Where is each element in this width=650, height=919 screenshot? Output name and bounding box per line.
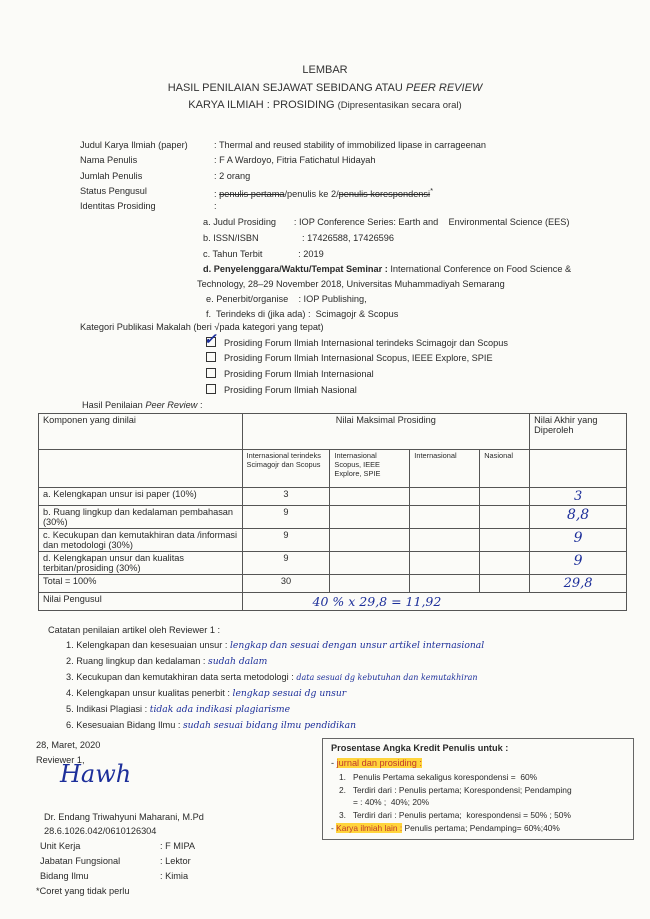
check-icon: ✓ <box>204 330 217 348</box>
catatan-comment: sudah dalam <box>208 656 268 667</box>
review-heading <box>82 400 203 410</box>
catatan-comment: lengkap sesuai dg unsur <box>232 688 347 699</box>
total-row <box>39 575 627 593</box>
catatan-item <box>66 640 484 651</box>
catatan-label: 1. Kelengkapan dan kesesuaian unsur : <box>66 640 228 650</box>
doc-type-note: (Dipresentasikan secara oral) <box>337 100 462 111</box>
jabatan-value: : Lektor <box>160 856 191 866</box>
credit-jurnal-label: jurnal dan prosiding : <box>336 758 422 768</box>
doc-subtitle <box>0 82 650 94</box>
jumlah-label: Jumlah Penulis <box>80 171 143 181</box>
sub-intl: Internasional <box>410 450 480 488</box>
sub-nasional: Nasional <box>480 450 530 488</box>
status-value <box>214 186 433 199</box>
catatan-label: 3. Kecukupan dan kemutakhiran data serta metodologi : <box>66 672 294 682</box>
prosiding-penerbit: e. Penerbit/organise : IOP Publishing, <box>206 294 367 304</box>
subtitle-text: HASIL PENILAIAN SEJAWAT SEBIDANG ATAU <box>167 82 406 94</box>
pengusul-label: Nilai Pengusul <box>39 593 243 611</box>
credit-box <box>322 738 634 840</box>
catatan-label: 2. Ruang lingkup dan kedalaman : <box>66 656 206 666</box>
row-final: 3 <box>530 488 627 506</box>
kategori-option-label: Prosiding Forum Ilmiah Internasional <box>224 369 374 379</box>
credit-item: 2. Terdiri dari : Penulis pertama; Korespondensi; Pendamping <box>339 785 572 795</box>
checkbox[interactable] <box>206 352 216 362</box>
sub-intl-indexed: Internasional terindeks Scimagojr dan Scopus <box>242 450 330 488</box>
status-struck-first: penulis pertama <box>219 189 285 200</box>
identitas-label: Identitas Prosiding <box>80 201 156 211</box>
row-label: c. Kecukupan dan kemutakhiran data /informasi dan metodologi (30%) <box>39 529 243 552</box>
doc-type <box>0 99 650 111</box>
catatan-comment: lengkap dan sesuai dengan unsur artikel internasional <box>229 640 485 651</box>
status-selected: /penulis ke 2/ <box>284 189 339 200</box>
kategori-option-1[interactable] <box>204 330 508 348</box>
doc-type-text: KARYA ILMIAH : PROSIDING <box>188 99 338 111</box>
row-label: d. Kelengkapan unsur dan kualitas terbitan/prosiding (30%) <box>39 552 243 575</box>
status-star: * <box>430 186 434 195</box>
credit-item: 1. Penulis Pertama sekaligus korespondensi = 60% <box>339 772 538 782</box>
kategori-option-label: Prosiding Forum Ilmiah Internasional terindeks Scimagojr dan Scopus <box>224 338 508 348</box>
prosiding-penyelenggara <box>203 264 571 274</box>
pengusul-row <box>39 593 627 611</box>
catatan-item <box>66 704 290 715</box>
row-max: 9 <box>242 552 330 575</box>
prosiding-terindeks: f. Terindeks di (jika ada) : Scimagojr & Scopus <box>206 309 399 319</box>
judul-label: Judul Karya Ilmiah (paper) <box>80 140 188 150</box>
kategori-option-label: Prosiding Forum Ilmiah Internasional Scopus, IEEE Explore, SPIE <box>224 353 493 363</box>
reviewer-nip: 28.6.1026.042/0610126304 <box>44 826 157 836</box>
identitas-colon: : <box>214 201 217 211</box>
catatan-label: 4. Kelengkapan unsur kualitas penerbit : <box>66 688 230 698</box>
penulis-label: Nama Penulis <box>80 155 138 165</box>
row-final: 9 <box>530 529 627 552</box>
prosiding-penyelenggara-cont: Technology, 28–29 November 2018, Universitas Muhammadiyah Semarang <box>197 279 505 289</box>
table-row <box>39 552 627 575</box>
reviewer-name: Dr. Endang Triwahyuni Maharani, M.Pd <box>44 812 204 822</box>
catatan-comment: sudah sesuai bidang ilmu pendidikan <box>182 720 357 731</box>
review-date: 28, Maret, 2020 <box>36 740 101 750</box>
penyelenggara-value: International Conference on Food Science & <box>390 264 572 274</box>
catatan-comment: data sesuai dg kebutuhan dan kemutakhiran <box>296 673 478 682</box>
credit-karya-rest: Penulis pertama; Pendamping= 60%;40% <box>402 823 560 833</box>
credit-karya-label: Karya ilmiah lain : <box>336 823 403 833</box>
review-heading-b: Peer Review <box>145 400 198 410</box>
row-final: 9 <box>530 552 627 575</box>
col-komponen: Komponen yang dinilai <box>39 414 243 450</box>
catatan-label: 6. Kesesuaian Bidang Ilmu : <box>66 720 181 730</box>
catatan-label: 5. Indikasi Plagiasi : <box>66 704 148 714</box>
review-heading-a: Hasil Penilaian <box>82 400 146 410</box>
bidang-value: : Kimia <box>160 871 189 881</box>
prosiding-issn: b. ISSN/ISBN : 17426588, 17426596 <box>203 233 395 243</box>
col-nilai-maks: Nilai Maksimal Prosiding <box>242 414 530 450</box>
reviewer-signature: Hawh <box>60 760 132 788</box>
kategori-option-3[interactable] <box>206 368 374 379</box>
catatan-item <box>66 688 346 699</box>
prosiding-judul: a. Judul Prosiding : IOP Conference Series: Earth and Environmental Science (EES) <box>203 217 570 227</box>
credit-karya: - Karya ilmiah lain : Penulis pertama; Pendamping= 60%;40% <box>331 823 560 833</box>
penulis-value: : F A Wardoyo, Fitria Fatichatul Hidayah <box>214 155 376 165</box>
row-final: 8,8 <box>530 506 627 529</box>
subtitle-peer-review: PEER REVIEW <box>405 82 483 94</box>
bidang-label: Bidang Ilmu <box>40 871 89 881</box>
row-max: 9 <box>242 506 330 529</box>
catatan-item <box>66 720 356 731</box>
status-colon: : <box>214 189 220 200</box>
unit-value: : F MIPA <box>160 841 196 851</box>
kategori-option-4[interactable] <box>206 384 357 395</box>
judul-value: : Thermal and reused stability of immobilized lipase in carrageenan <box>214 140 487 150</box>
score-table <box>38 413 627 611</box>
unit-label: Unit Kerja <box>40 841 81 851</box>
sub-empty <box>39 450 243 488</box>
checkbox[interactable] <box>206 368 216 378</box>
jabatan-label: Jabatan Fungsional <box>40 856 121 866</box>
review-heading-c: : <box>197 400 203 410</box>
table-row <box>39 506 627 529</box>
credit-jurnal: - jurnal dan prosiding : <box>331 758 422 768</box>
credit-item: 3. Terdiri dari : Penulis pertama; korespondensi = 50% ; 50% <box>339 810 571 820</box>
kategori-label: Kategori Publikasi Makalah (beri √pada kategori yang tepat) <box>80 322 324 332</box>
catatan-item <box>66 672 478 682</box>
total-max: 30 <box>242 575 330 593</box>
pengusul-value: 40 % x 29,8 = 11,92 <box>242 593 626 611</box>
kategori-option-2[interactable] <box>206 352 493 363</box>
table-row <box>39 529 627 552</box>
row-max: 9 <box>242 529 330 552</box>
prosiding-tahun: c. Tahun Terbit : 2019 <box>203 249 324 259</box>
reviewer-label: Reviewer 1, <box>36 755 85 765</box>
checkbox[interactable] <box>206 384 216 394</box>
coret-note: *Coret yang tidak perlu <box>36 886 130 896</box>
credit-title: Prosentase Angka Kredit Penulis untuk : <box>331 743 509 753</box>
row-label: a. Kelengkapan unsur isi paper (10%) <box>39 488 243 506</box>
table-row <box>39 488 627 506</box>
total-final: 29,8 <box>530 575 627 593</box>
catatan-comment: tidak ada indikasi plagiarisme <box>149 704 291 715</box>
col-nilai-akhir: Nilai Akhir yang Diperoleh <box>530 414 627 450</box>
catatan-heading: Catatan penilaian artikel oleh Reviewer 1 : <box>48 625 221 635</box>
row-label: b. Ruang lingkup dan kedalaman pembahasan (30%) <box>39 506 243 529</box>
jumlah-value: : 2 orang <box>214 171 251 181</box>
row-max: 3 <box>242 488 330 506</box>
sub-empty <box>530 450 627 488</box>
status-struck-corresponding: penulis korespondensi <box>338 189 431 200</box>
penyelenggara-label: d. Penyelenggara/Waktu/Tempat Seminar : <box>203 264 391 274</box>
catatan-item <box>66 656 267 667</box>
total-label: Total = 100% <box>39 575 243 593</box>
doc-title: LEMBAR <box>302 64 348 76</box>
kategori-option-label: Prosiding Forum Ilmiah Nasional <box>224 385 357 395</box>
status-label: Status Pengusul <box>80 186 147 196</box>
credit-item: = : 40% ; 40%; 20% <box>339 797 430 807</box>
sub-intl-scopus: Internasional Scopus, IEEE Explore, SPIE <box>330 450 410 488</box>
